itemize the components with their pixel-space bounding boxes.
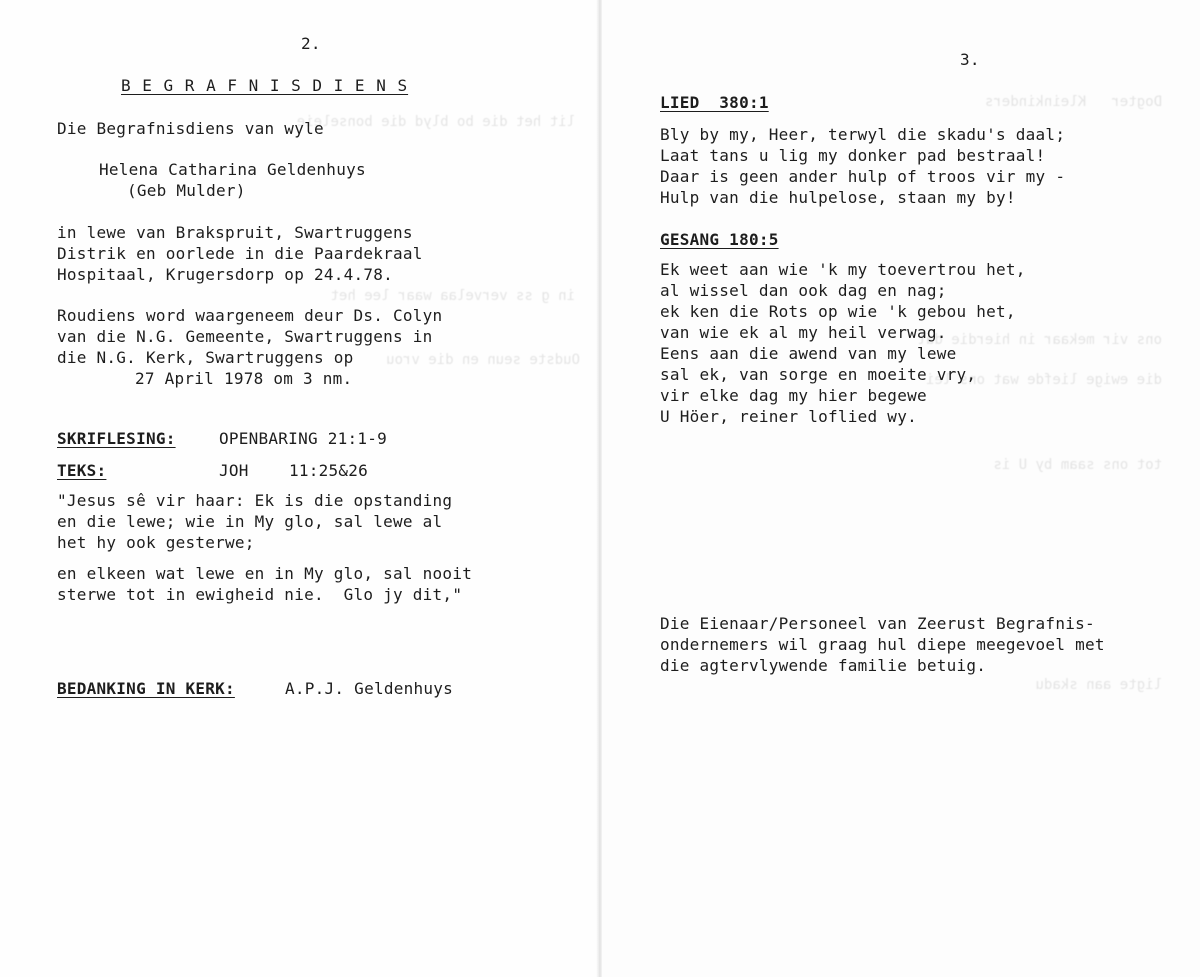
hymn-line: Laat tans u lig my donker pad bestraal! (660, 146, 1046, 165)
right-page (602, 0, 1200, 977)
bleed-through: ligte aan skadu (1035, 677, 1162, 693)
hymn1-title: LIED 380:1 (660, 93, 769, 112)
bleed-through: in g ss vervelaa waar lee het (330, 288, 575, 304)
thanks-value: A.P.J. Geldenhuys (285, 679, 454, 698)
quote-line: "Jesus sê vir haar: Ek is die opstanding (57, 491, 453, 510)
page-title: B E G R A F N I S D I E N S (121, 76, 409, 95)
maiden-name: (Geb Mulder) (127, 181, 246, 200)
hymn-line: vir elke dag my hier begewe (660, 386, 927, 405)
text-reference: 11:25&26 (289, 461, 369, 480)
quote-line: en die lewe; wie in My glo, sal lewe al (57, 512, 443, 531)
reading-label: SKRIFLESING: (57, 429, 176, 448)
text-label: TEKS: (57, 461, 107, 480)
service-line: Roudiens word waargeneem deur Ds. Colyn (57, 306, 443, 325)
service-date: 27 April 1978 om 3 nm. (135, 369, 353, 388)
hymn-line: van wie ek al my heil verwag. (660, 323, 947, 342)
hymn-line: al wissel dan ook dag en nag; (660, 281, 947, 300)
hymn-line: Eens aan die awend van my lewe (660, 344, 957, 363)
bleed-through: tot ons saam by U is (993, 457, 1162, 473)
hymn-line: Bly by my, Heer, terwyl die skadu's daal; (660, 125, 1066, 144)
hymn-line: sal ek, van sorge en moeite vry, (660, 365, 977, 384)
service-line: van die N.G. Gemeente, Swartruggens in (57, 327, 433, 346)
thanks-label: BEDANKING IN KERK: (57, 679, 235, 698)
detail-line: in lewe van Brakspruit, Swartruggens (57, 223, 413, 242)
reading-value: OPENBARING 21:1-9 (219, 429, 388, 448)
hymn-line: ek ken die Rots op wie 'k gebou het, (660, 302, 1016, 321)
quote-line: het hy ook gesterwe; (57, 533, 255, 552)
bleed-through: die ewige liefde wat ons lei (925, 372, 1162, 388)
text-book: JOH (219, 461, 249, 480)
quote-line: en elkeen wat lewe en in My glo, sal nooit (57, 564, 473, 583)
intro-line: Die Begrafnisdiens van wyle (57, 119, 324, 138)
bleed-through: lit het die bo blyd die bonseleie (296, 114, 575, 130)
bleed-through: Dogter Kleinkinders (984, 94, 1162, 110)
detail-line: Distrik en oorlede in die Paardekraal (57, 244, 423, 263)
service-line: die N.G. Kerk, Swartruggens op (57, 348, 354, 367)
hymn-line: Hulp van die hulpelose, staan my by! (660, 188, 1016, 207)
hymn2-title: GESANG 180:5 (660, 230, 779, 249)
hymn-line: U Höer, reiner loflied wy. (660, 407, 917, 426)
page-number: 3. (960, 50, 980, 69)
hymn-line: Daar is geen ander hulp of troos vir my - (660, 167, 1066, 186)
detail-line: Hospitaal, Krugersdorp op 24.4.78. (57, 265, 394, 284)
bleed-through: Oudste seun en die vrou (386, 352, 580, 368)
condolence-line: die agtervlywende familie betuig. (660, 656, 987, 675)
page-number: 2. (301, 34, 321, 53)
left-page (0, 0, 598, 977)
condolence-line: Die Eienaar/Personeel van Zeerust Begrafnis- (660, 614, 1095, 633)
bleed-through: ons vir mekaar in hierdie dal (917, 332, 1162, 348)
hymn-line: Ek weet aan wie 'k my toevertrou het, (660, 260, 1026, 279)
quote-line: sterwe tot in ewigheid nie. Glo jy dit," (57, 585, 463, 604)
deceased-name: Helena Catharina Geldenhuys (99, 160, 366, 179)
condolence-line: ondernemers wil graag hul diepe meegevoel met (660, 635, 1105, 654)
